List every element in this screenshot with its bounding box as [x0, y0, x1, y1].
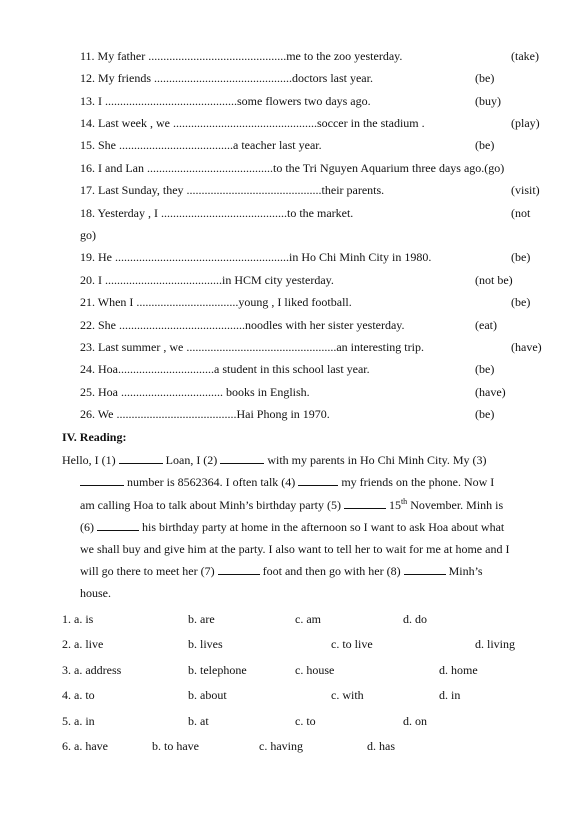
- exercise-item-21: [80, 295, 352, 310]
- exercise-item-20: [80, 273, 334, 288]
- option-3d[interactable]: d. home: [439, 663, 478, 677]
- option-2a[interactable]: 2. a. live: [62, 637, 104, 651]
- exercise-item-18: [80, 206, 353, 221]
- item-sentence: 23. Last summer , we ..................................................an interesting trip.: [80, 340, 424, 354]
- option-2d[interactable]: d. living: [475, 637, 516, 651]
- verb-hint: (buy): [475, 94, 501, 108]
- item-sentence: 25. Hoa .................................. books in English.: [80, 385, 310, 399]
- verb-hint: (take): [511, 49, 539, 63]
- section-heading: IV. Reading:: [62, 430, 127, 444]
- item-sentence: 20. I .......................................in HCM city yesterday.: [80, 273, 334, 287]
- answer-blank-3[interactable]: [80, 476, 124, 486]
- reading-text: (6): [80, 520, 94, 534]
- verb-hint: (not: [511, 206, 531, 220]
- answer-blank-2[interactable]: [220, 454, 264, 464]
- option-4b[interactable]: b. about: [188, 688, 227, 702]
- option-3a[interactable]: 3. a. address: [62, 663, 122, 677]
- option-1b[interactable]: b. are: [188, 612, 215, 626]
- item-sentence: 26. We ........................................Hai Phong in 1970.: [80, 407, 330, 421]
- exercise-item-25: [80, 385, 310, 400]
- reading-line-3: [80, 497, 503, 513]
- reading-line-5: we shall buy and give him at the party. I also want to tell her to wait for me at home and I: [80, 542, 510, 556]
- exercise-item-26: [80, 407, 330, 422]
- reading-text: his birthday party at home in the afternoon so I want to ask Hoa about what: [142, 520, 505, 534]
- answer-blank-7[interactable]: [218, 565, 260, 575]
- exercise-item-13: [80, 94, 371, 109]
- verb-hint: (visit): [511, 183, 540, 197]
- option-5c[interactable]: c. to: [295, 714, 316, 728]
- reading-text: am calling Hoa to talk about Minh’s birthday party (5): [80, 498, 341, 512]
- reading-line-6: [80, 564, 483, 579]
- item-sentence: 15. She ......................................a teacher last year.: [80, 138, 322, 152]
- item-sentence: 22. She ..........................................noodles with her sister yesterday.: [80, 318, 405, 332]
- option-4c[interactable]: c. with: [331, 688, 364, 702]
- item-sentence: 18. Yesterday , I ..........................................to the market.: [80, 206, 354, 220]
- reading-text: will go there to meet her (7): [80, 564, 215, 578]
- option-6c[interactable]: c. having: [259, 739, 303, 753]
- exercise-item-22: [80, 318, 405, 333]
- option-5b[interactable]: b. at: [188, 714, 209, 728]
- reading-line-1: [62, 453, 487, 468]
- option-3b[interactable]: b. telephone: [188, 663, 247, 677]
- reading-text: Loan, I (2): [165, 453, 218, 467]
- option-5a[interactable]: 5. a. in: [62, 714, 95, 728]
- item-sentence: 13. I ............................................some flowers two days ago.: [80, 94, 371, 108]
- item-sentence: 21. When I ..................................young , I liked football.: [80, 295, 352, 309]
- reading-text: Hello, I (1): [62, 453, 116, 467]
- option-1a[interactable]: 1. a. is: [62, 612, 94, 626]
- reading-line-2: [80, 475, 494, 490]
- item-sentence: 16. I and Lan ..........................................to the Tri Nguyen Aquarium three days ago.: [80, 161, 485, 175]
- verb-hint: (be): [475, 362, 495, 376]
- option-2c[interactable]: c. to live: [331, 637, 373, 651]
- option-1c[interactable]: c. am: [295, 612, 321, 626]
- reading-text: November. Minh is: [410, 498, 504, 512]
- verb-hint: (be): [511, 295, 531, 309]
- exercise-item-17: [80, 183, 384, 198]
- exercise-item-15: [80, 138, 322, 153]
- item-sentence: 12. My friends ..............................................doctors last year.: [80, 71, 373, 85]
- exercise-item-19: [80, 250, 431, 265]
- exercise-item-12: [80, 71, 373, 86]
- option-6a[interactable]: 6. a. have: [62, 739, 108, 753]
- item-sentence: 24. Hoa................................a student in this school last year.: [80, 362, 370, 376]
- verb-hint: (not be): [475, 273, 513, 287]
- item-sentence: 17. Last Sunday, they .............................................their parents.: [80, 183, 385, 197]
- item-continuation: go): [80, 228, 96, 242]
- option-1d[interactable]: d. do: [403, 612, 427, 626]
- answer-blank-5[interactable]: [344, 499, 386, 509]
- exercise-item-16: [80, 161, 504, 176]
- item-sentence: 19. He ..........................................................in Ho Chi Minh City in 1980.: [80, 250, 432, 264]
- option-4a[interactable]: 4. a. to: [62, 688, 95, 702]
- option-6d[interactable]: d. has: [367, 739, 395, 753]
- exercise-item-14: [80, 116, 425, 131]
- answer-blank-6[interactable]: [97, 521, 139, 531]
- option-3c[interactable]: c. house: [295, 663, 335, 677]
- exercise-item-23: [80, 340, 424, 355]
- verb-hint: (be): [475, 71, 495, 85]
- reading-text: my friends on the phone. Now I: [341, 475, 495, 489]
- reading-line-7: house.: [80, 586, 111, 600]
- verb-hint: (go): [484, 161, 505, 175]
- answer-blank-4[interactable]: [298, 476, 338, 486]
- reading-text: foot and then go with her (8): [262, 564, 401, 578]
- verb-hint: (be): [475, 407, 495, 421]
- verb-hint: (be): [511, 250, 531, 264]
- option-2b[interactable]: b. lives: [188, 637, 223, 651]
- reading-line-4: [80, 520, 504, 535]
- verb-hint: (eat): [475, 318, 497, 332]
- verb-hint: (have): [511, 340, 542, 354]
- reading-text: Minh’s: [448, 564, 483, 578]
- verb-hint: (play): [511, 116, 540, 130]
- item-sentence: 14. Last week , we ................................................soccer in the stadium .: [80, 116, 425, 130]
- date-number: 15: [388, 498, 401, 512]
- reading-text: with my parents in Ho Chi Minh City. My (3): [267, 453, 487, 467]
- reading-text: number is 8562364. I often talk (4): [127, 475, 296, 489]
- ordinal-suffix: th: [400, 497, 408, 506]
- exercise-item-11: [80, 49, 402, 64]
- verb-hint: (be): [475, 138, 495, 152]
- option-6b[interactable]: b. to have: [152, 739, 199, 753]
- exercise-item-24: [80, 362, 370, 377]
- item-sentence: 11. My father ..............................................me to the zoo yesterday.: [80, 49, 403, 63]
- answer-blank-8[interactable]: [404, 565, 446, 575]
- answer-blank-1[interactable]: [119, 454, 163, 464]
- verb-hint: (have): [475, 385, 506, 399]
- option-5d[interactable]: d. on: [403, 714, 427, 728]
- option-4d[interactable]: d. in: [439, 688, 461, 702]
